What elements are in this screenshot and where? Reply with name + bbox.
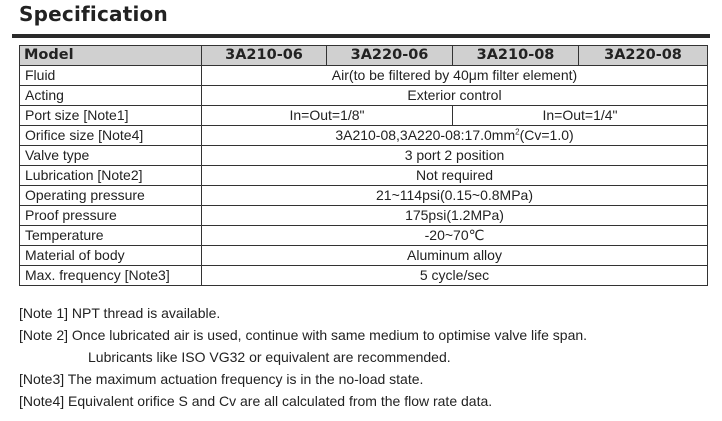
table-row: [20, 106, 708, 126]
row-label-valve-type: Valve type: [20, 146, 202, 166]
table-row: [20, 166, 708, 186]
row-label-acting: Acting: [20, 86, 202, 106]
orifice-value-cv: (Cv=1.0): [519, 127, 574, 143]
row-label-operating-pressure: Operating pressure: [20, 186, 202, 206]
table-row: [20, 126, 708, 146]
row-label-orifice: Orifice size [Note4]: [20, 126, 202, 146]
row-value-fluid: Air(to be filtered by 40μm filter element): [202, 66, 708, 86]
table-row: [20, 266, 708, 286]
row-value-port-size-08: In=Out=1/4": [453, 106, 708, 126]
row-value-material: Aluminum alloy: [202, 246, 708, 266]
specification-table: [19, 45, 708, 286]
page-title: Specification: [19, 2, 168, 26]
note-4: [Note4] Equivalent orifice S and Cv are all calculated from the flow rate data.: [19, 393, 493, 409]
row-label-fluid: Fluid: [20, 66, 202, 86]
row-value-valve-type: 3 port 2 position: [202, 146, 708, 166]
model-3a220-06: 3A220-06: [327, 46, 453, 66]
orifice-value-main: 3A210-08,3A220-08:17.0mm: [335, 127, 516, 143]
row-label-temperature: Temperature: [20, 226, 202, 246]
row-value-acting: Exterior control: [202, 86, 708, 106]
orifice-value-superscript: 2: [515, 127, 520, 137]
table-row: [20, 246, 708, 266]
row-value-temperature: -20~70℃: [202, 226, 708, 246]
table-row: [20, 186, 708, 206]
row-value-orifice: [202, 126, 708, 146]
row-label-max-frequency: Max. frequency [Note3]: [20, 266, 202, 286]
table-row: [20, 226, 708, 246]
note-2-continued: Lubricants like ISO VG32 or equivalent are recommended.: [88, 349, 451, 365]
row-label-lubrication: Lubrication [Note2]: [20, 166, 202, 186]
table-header-row: [20, 46, 708, 66]
table-row: [20, 146, 708, 166]
row-value-max-frequency: 5 cycle/sec: [202, 266, 708, 286]
model-3a220-08: 3A220-08: [579, 46, 708, 66]
row-label-proof-pressure: Proof pressure: [20, 206, 202, 226]
row-value-proof-pressure: 175psi(1.2MPa): [202, 206, 708, 226]
title-divider: [12, 34, 710, 38]
table-row: [20, 206, 708, 226]
note-1: [Note 1] NPT thread is available.: [19, 305, 221, 321]
row-label-material: Material of body: [20, 246, 202, 266]
table-row: [20, 86, 708, 106]
row-value-lubrication: Not required: [202, 166, 708, 186]
note-3: [Note3] The maximum actuation frequency is in the no-load state.: [19, 371, 424, 387]
table-row: [20, 66, 708, 86]
footnotes: [19, 302, 719, 412]
model-header: Model: [20, 46, 202, 66]
model-3a210-08: 3A210-08: [453, 46, 579, 66]
model-3a210-06: 3A210-06: [202, 46, 327, 66]
note-2: [Note 2] Once lubricated air is used, continue with same medium to optimise valve life span.: [19, 327, 588, 343]
row-value-port-size-06: In=Out=1/8": [202, 106, 453, 126]
row-label-port-size: Port size [Note1]: [20, 106, 202, 126]
row-value-operating-pressure: 21~114psi(0.15~0.8MPa): [202, 186, 708, 206]
